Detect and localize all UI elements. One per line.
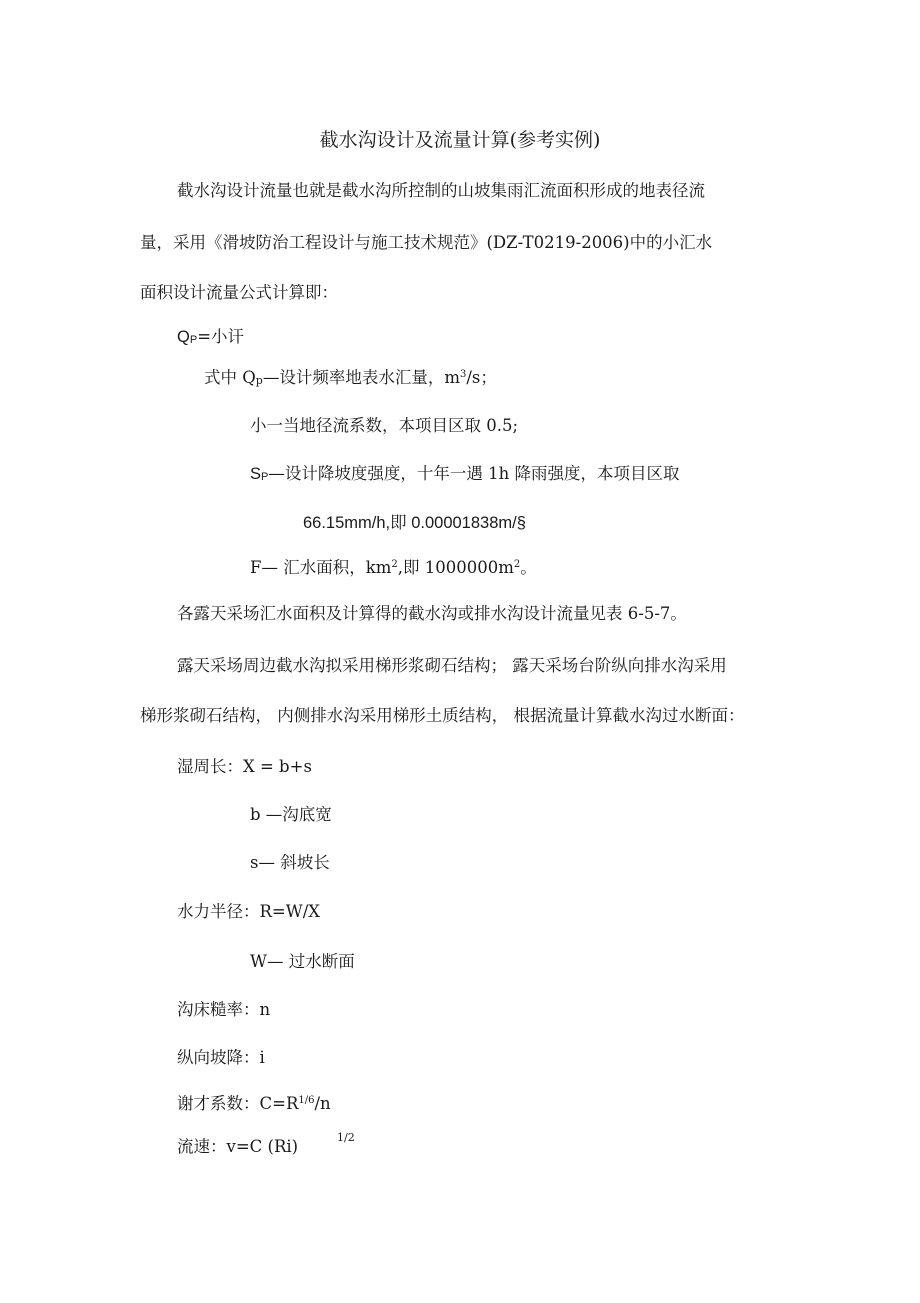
qp-def-a: 式中 Q xyxy=(204,368,256,387)
qp-def-subscript: p xyxy=(255,374,263,387)
qp-definition xyxy=(204,367,497,392)
flow-velocity: 流速：v=C (Ri) xyxy=(177,1137,299,1156)
f-def-b: ,即 1000000m xyxy=(397,558,514,577)
velocity-exponent: 1/2 xyxy=(337,1131,355,1144)
table-reference: 各露天采场汇水面积及计算得的截水沟或排水沟设计流量见表 6-5-7。 xyxy=(177,604,687,623)
sp-subscript: P xyxy=(261,471,269,483)
wetted-perimeter: 湿周长：X = b+s xyxy=(177,757,312,776)
f-def-sup-1: 2 xyxy=(391,559,398,570)
rain-intensity-definition xyxy=(250,463,679,488)
flow-section: W— 过水断面 xyxy=(250,952,355,971)
catchment-area-definition xyxy=(250,557,537,579)
rain-intensity-value: 66.15mm/h,即 0.00001838m/§ xyxy=(303,514,526,532)
f-def-sup-2: 2 xyxy=(513,559,521,570)
slope-length: s— 斜坡长 xyxy=(250,853,330,872)
hydraulic-radius: 水力半径：R=W/X xyxy=(177,902,321,921)
intro-line-1: 截水沟设计流量也就是截水沟所控制的山坡集雨汇流面积形成的地表径流 xyxy=(177,181,705,200)
flow-formula xyxy=(177,326,244,351)
structure-line-2: 梯形浆砌石结构， 内侧排水沟采用梯形土质结构， 根据流量计算截水沟过水断面： xyxy=(140,706,745,725)
runoff-coefficient: 小一当地径流系数，本项目区取 0.5; xyxy=(250,416,519,435)
chezy-b: /n xyxy=(314,1094,331,1113)
chezy-coefficient xyxy=(177,1093,331,1115)
formula-q: Q xyxy=(177,328,190,346)
sp-text: —设计降坡度强度，十年一遇 1h 降雨强度，本项目区取 xyxy=(268,464,680,483)
document-title: 截水沟设计及流量计算(参考实例) xyxy=(319,129,601,151)
chezy-superscript: 1/6 xyxy=(298,1095,315,1106)
f-def-c: 。 xyxy=(520,558,537,577)
bottom-width: b —沟底宽 xyxy=(250,805,332,824)
longitudinal-slope: 纵向坡降：i xyxy=(177,1048,265,1067)
intro-line-3: 面积设计流量公式计算即： xyxy=(140,283,338,302)
intro-line-2: 量，采用《滑坡防治工程设计与施工技术规范》(DZ-T0219-2006)中的小汇水 xyxy=(140,233,713,252)
qp-def-superscript: 3 xyxy=(459,369,467,380)
formula-q-subscript: P xyxy=(189,334,198,346)
formula-rest: =小讦 xyxy=(197,327,245,346)
chezy-a: 谢才系数：C=R xyxy=(177,1094,299,1113)
sp-symbol: S xyxy=(250,465,262,483)
f-def-a: F— 汇水面积，km xyxy=(250,558,392,577)
qp-def-c: /s； xyxy=(466,368,497,387)
qp-def-b: —设计频率地表水汇量，m xyxy=(262,368,460,387)
structure-line-1: 露天采场周边截水沟拟采用梯形浆砌石结构； 露天采场台阶纵向排水沟采用 xyxy=(177,656,727,675)
bed-roughness: 沟床糙率：n xyxy=(177,1000,271,1019)
